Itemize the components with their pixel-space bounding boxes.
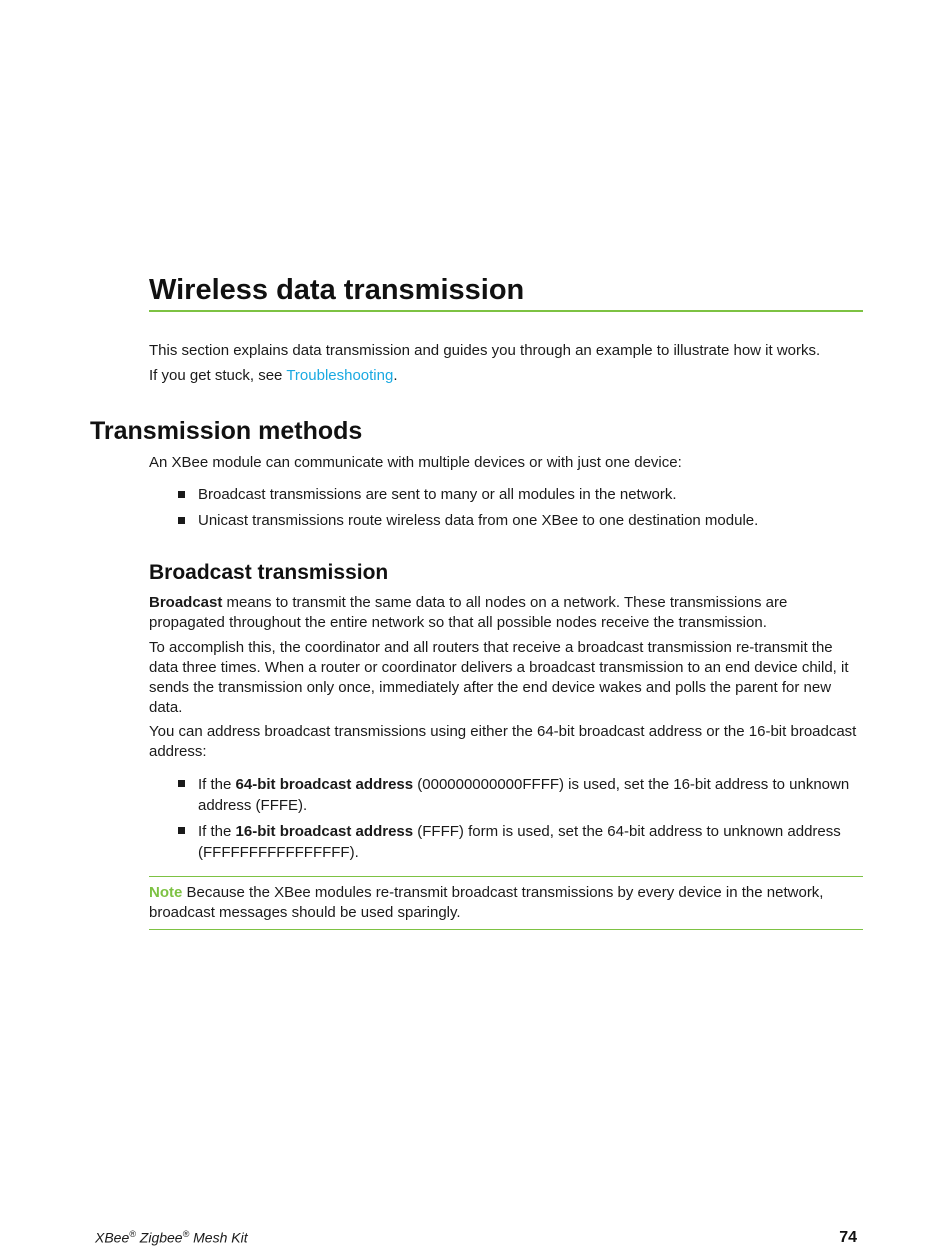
intro-prefix: If you get stuck, see: [149, 367, 287, 384]
registered-mark: ®: [129, 1229, 136, 1239]
broadcast-paragraph-1: [149, 593, 865, 633]
bullet-square-icon: [178, 827, 185, 834]
page-heading: Wireless data transmission: [149, 274, 525, 306]
bullet-bold-term: 16-bit broadcast address: [235, 823, 414, 840]
bullet-bold-term: 64-bit broadcast address: [235, 776, 414, 793]
bullet-prefix: If the: [198, 823, 236, 840]
bullet-rest: (000000000000FFFF) is used, set the 16-bit address to unknown address (FFFE).: [198, 776, 850, 814]
broadcast-paragraph-3: You can address broadcast transmissions using either the 64-bit broadcast address or the 16-bit broadcast address:: [149, 723, 857, 760]
broadcast-term: Broadcast: [149, 594, 223, 611]
bullet-prefix: If the: [198, 776, 236, 793]
troubleshooting-link[interactable]: Troubleshooting: [286, 367, 394, 384]
heading-underline: [149, 310, 863, 312]
footer-product-title: [95, 1229, 248, 1246]
broadcast-definition: means to transmit the same data to all nodes on a network. These transmissions are propagated throughout the entire network so that all possible nodes receive the transmission.: [149, 594, 788, 631]
note-text: Because the XBee modules re-transmit broadcast transmissions by every device in the network, broadcast messages should be used sparingly.: [149, 884, 824, 921]
broadcast-paragraph-2: To accomplish this, the coordinator and all routers that receive a broadcast transmission re-transmit the data three times. When a router or coordinator delivers a broadcast transmission to an end device child, it sends the transmission only once, immediately after the end device wakes and polls the parent for new data.: [149, 639, 849, 716]
note-bottom-rule: [149, 929, 863, 930]
page-number: 74: [839, 1229, 857, 1246]
bullet-square-icon: [178, 780, 185, 787]
footer-xbee: XBee: [95, 1229, 130, 1246]
bullet-rest: (FFFF) form is used, set the 64-bit address to unknown address (FFFFFFFFFFFFFFFF).: [198, 823, 841, 861]
intro-line-2: [149, 366, 865, 386]
bullet-square-icon: [178, 491, 185, 498]
note-box: [149, 883, 865, 923]
list-item: Broadcast transmissions are sent to many or all modules in the network.: [198, 486, 677, 503]
list-item: [198, 821, 866, 863]
footer-rest: Mesh Kit: [189, 1229, 248, 1246]
footer-zigbee: Zigbee: [135, 1229, 183, 1246]
methods-intro: An XBee module can communicate with multiple devices or with just one device:: [149, 454, 682, 471]
registered-mark: ®: [182, 1229, 190, 1239]
section-heading-transmission-methods: Transmission methods: [90, 417, 363, 445]
subsection-heading-broadcast: Broadcast transmission: [149, 561, 389, 584]
note-top-rule: [149, 876, 863, 877]
intro-line-1: This section explains data transmission and guides you through an example to illustrate how it works.: [149, 342, 821, 359]
intro-suffix: .: [393, 367, 398, 384]
bullet-square-icon: [178, 517, 185, 524]
note-label: Note: [149, 884, 183, 901]
list-item: [198, 774, 866, 816]
list-item: Unicast transmissions route wireless data from one XBee to one destination module.: [198, 512, 759, 529]
